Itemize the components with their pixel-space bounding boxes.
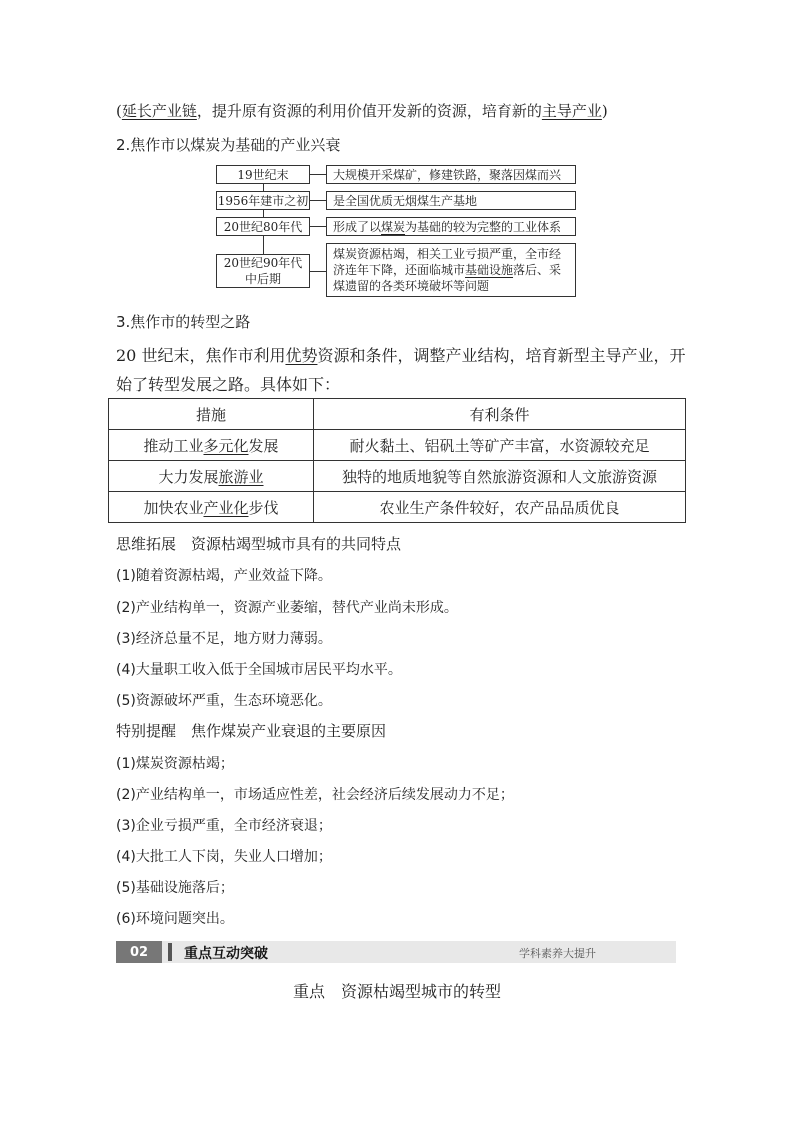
- timeline-desc-4-line2-underline: 基础设施: [465, 263, 514, 277]
- list-item: (5)基础设施落后；: [116, 880, 234, 896]
- list-item: (2)产业结构单一，市场适应性差，社会经济后续发展动力不足；: [116, 787, 514, 803]
- table-header-conditions: 有利条件: [314, 399, 686, 430]
- list-item: (2)产业结构单一，资源产业萎缩，替代产业尚未形成。: [116, 600, 458, 616]
- intro-line: [116, 100, 608, 121]
- timeline-connector: [263, 236, 264, 254]
- timeline-desc-4: [326, 243, 576, 297]
- timeline-period-2: 1956年建市之初: [216, 191, 310, 210]
- reminder-heading: [116, 720, 386, 741]
- list-item: (1)煤炭资源枯竭；: [116, 756, 234, 772]
- timeline-desc-4-line1: 煤炭资源枯竭，相关工业亏损严重，全市经: [333, 247, 562, 261]
- table-header-row: [109, 399, 686, 430]
- list-item: (4)大量职工收入低于全国城市居民平均水平。: [116, 662, 402, 678]
- timeline-period-3: 20世纪80年代: [216, 217, 310, 236]
- table-cell-measure: [109, 492, 314, 523]
- timeline-desc-2: 是全国优质无烟煤生产基地: [326, 191, 576, 210]
- timeline-desc-4-line2-pre: 济连年下降，还面临城市: [333, 263, 466, 277]
- list-item: (5)资源破坏严重，生态环境恶化。: [116, 693, 332, 709]
- timeline-connector: [263, 184, 264, 191]
- intro-leading-industry: 主导产业: [541, 102, 602, 120]
- para-line1-underline: 优势: [285, 346, 318, 365]
- measure-post: 步伐: [248, 498, 279, 517]
- timeline-desc-4-line2: [333, 262, 569, 278]
- thinking-title: 资源枯竭型城市具有的共同特点: [191, 535, 402, 553]
- timeline-desc-3: [326, 217, 576, 236]
- table-row: [109, 461, 686, 492]
- measure-underline: 多元化: [203, 436, 249, 455]
- reminder-label: 特别提醒: [116, 722, 177, 740]
- section2-heading: 2.焦作市以煤炭为基础的产业兴衰: [116, 136, 341, 154]
- list-item: (6)环境问题突出。: [116, 911, 234, 927]
- table-row: [109, 492, 686, 523]
- measure-pre: 大力发展: [158, 467, 219, 486]
- list-item: (3)企业亏损严重，全市经济衰退；: [116, 818, 332, 834]
- table-row: [109, 430, 686, 461]
- list-item: (4)大批工人下岗，失业人口增加；: [116, 849, 332, 865]
- timeline-desc-3-pre: 形成了以: [333, 220, 382, 234]
- table-cell-condition: 独特的地质地貌等自然旅游资源和人文旅游资源: [314, 461, 686, 492]
- timeline-desc-3-underline: 煤炭: [381, 220, 406, 234]
- timeline-period-1: 19世纪末: [216, 165, 310, 184]
- timeline-period-4-line1: 20世纪90年代: [223, 256, 303, 270]
- list-item: (3)经济总量不足，地方财力薄弱。: [116, 631, 332, 647]
- timeline-link: [310, 174, 326, 175]
- measure-underline: 产业化: [203, 498, 249, 517]
- measure-pre: 加快农业: [143, 498, 204, 517]
- thinking-label: 思维拓展: [116, 535, 177, 553]
- section3-heading: 3.焦作市的转型之路: [116, 313, 251, 331]
- reminder-title: 焦作煤炭产业衰退的主要原因: [191, 722, 387, 740]
- banner-title: 重点互动突破: [184, 946, 268, 962]
- timeline-link: [310, 200, 326, 201]
- section-banner: [116, 941, 676, 963]
- para-line1-post: 资源和条件，调整产业结构，培育新型主导产业，开: [317, 346, 686, 365]
- measure-underline: 旅游业: [218, 467, 264, 486]
- intro-extend-chain: 延长产业链: [121, 102, 197, 120]
- measure-post: 发展: [248, 436, 279, 455]
- measure-pre: 推动工业: [143, 436, 204, 455]
- para-line1-pre: 20 世纪末，焦作市利用: [116, 346, 286, 365]
- timeline-desc-1: 大规模开采煤矿，修建铁路，聚落因煤而兴: [326, 165, 576, 184]
- intro-open-paren: (: [116, 102, 122, 120]
- timeline-desc-4-line2-post: 落后、采: [513, 263, 562, 277]
- thinking-heading: [116, 533, 401, 554]
- list-item: (1)随着资源枯竭，产业效益下降。: [116, 568, 332, 584]
- timeline-desc-3-post: 为基础的较为完整的工业体系: [405, 220, 562, 234]
- table-cell-measure: [109, 461, 314, 492]
- section-number-badge: 02: [116, 941, 162, 963]
- banner-divider: [168, 943, 172, 961]
- key-point-heading: 重点 资源枯竭型城市的转型: [292, 982, 501, 1001]
- table-cell-condition: 耐火黏土、铝矾土等矿产丰富，水资源较充足: [314, 430, 686, 461]
- section3-para-line1: [116, 343, 685, 366]
- banner-subtitle: 学科素养大提升: [519, 947, 596, 960]
- timeline-connector: [263, 210, 264, 217]
- table-cell-condition: 农业生产条件较好，农产品品质优良: [314, 492, 686, 523]
- intro-close-paren: ): [601, 102, 608, 120]
- timeline-link: [310, 226, 326, 227]
- table-cell-measure: [109, 430, 314, 461]
- timeline-link: [310, 271, 326, 272]
- intro-middle: ，提升原有资源的利用价值开发新的资源，培育新的: [196, 102, 542, 120]
- section3-para-line2: 始了转型发展之路。具体如下：: [116, 375, 341, 394]
- timeline-period-4: [216, 254, 310, 288]
- timeline-desc-4-line3: 煤遗留的各类环境破坏等问题: [333, 279, 490, 293]
- transformation-table: [108, 398, 686, 523]
- table-header-measures: 措施: [109, 399, 314, 430]
- timeline-period-4-line2: 中后期: [244, 272, 281, 286]
